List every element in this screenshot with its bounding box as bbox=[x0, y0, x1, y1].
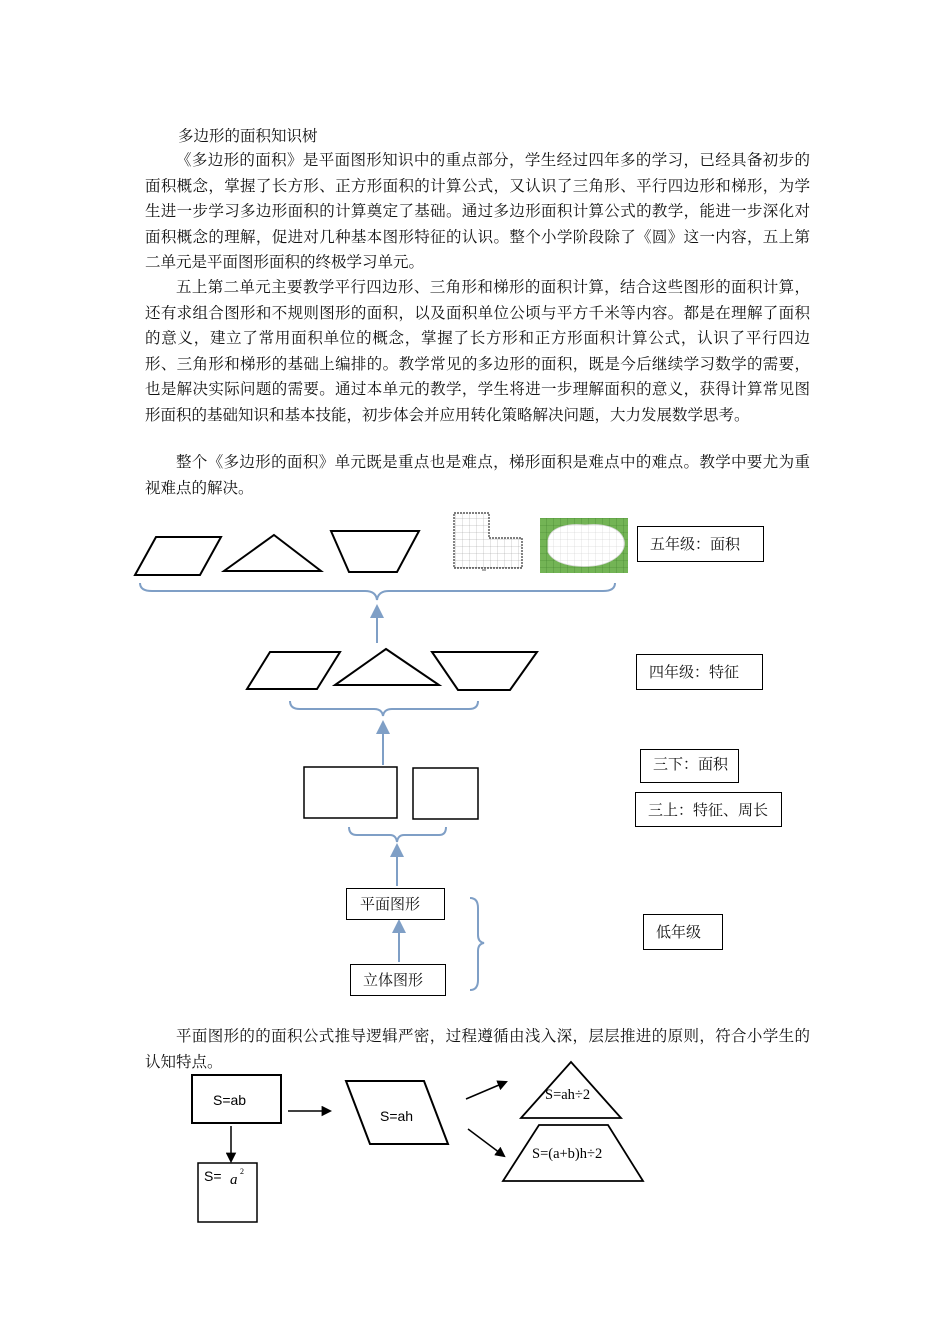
paragraph-unit: 五上第二单元主要教学平行四边形、三角形和梯形的面积计算，结合这些图形的面积计算，还有求组合图形和不规则图形的面积，以及面积单位公顷与平方千米等内容。都是在理解了面积的意义，建立了常用面积单位的概念，掌握了长方形和正方形面积计算公式，认识了平行四边形、三角形和梯形的基础上编排的。教学常见的多边形的面积，既是今后继续学习数学的需要，也是解决实际问题的需要。通过本单元的教学，学生将进一步理解面积的意义，获得计算常见图形面积的基础知识和基本技能，初步体会并应用转化策略解决问题，大力发展数学思考。 bbox=[145, 278, 810, 424]
paragraph-intro: 《多边形的面积》是平面图形知识中的重点部分，学生经过四年多的学习，已经具备初步的面积概念，掌握了长方形、正方形面积的计算公式，又认识了三角形、平行四边形和梯形，为学生进一步学习多边形面积的计算奠定了基础。通过多边形面积计算公式的教学，能进一步深化对面积概念的理解，促进对几种基本图形特征的认识。整个小学阶段除了《圆》这一内容，五上第二单元是平面图形面积的终极学习单元。 bbox=[145, 151, 810, 272]
rectangle-shape-g3 bbox=[304, 767, 397, 818]
label-grade3-up: 三上：特征、周长 bbox=[635, 792, 782, 827]
parallelogram-shape-g4 bbox=[247, 652, 340, 689]
document-title: 多边形的面积知识树 bbox=[178, 127, 318, 145]
rectangle-formula: S=ab bbox=[213, 1092, 247, 1108]
parallelogram-formula: S=ah bbox=[380, 1108, 414, 1124]
irregular-shape-g5 bbox=[540, 518, 628, 573]
brace-grade5 bbox=[140, 583, 615, 600]
brace-low-grade bbox=[470, 898, 484, 990]
square-formula-exp: 2 bbox=[240, 1167, 244, 1176]
label-grade4: 四年级：特征 bbox=[636, 654, 763, 690]
label-grade5: 五年级：面积 bbox=[637, 526, 764, 562]
box-plane-figure: 平面图形 bbox=[346, 888, 445, 920]
triangle-shape-g5 bbox=[224, 535, 321, 571]
square-formula-prefix: S= bbox=[204, 1168, 222, 1184]
box-solid-figure: 立体图形 bbox=[350, 964, 446, 996]
composite-shape-g5 bbox=[454, 513, 522, 570]
brace-grade4 bbox=[290, 701, 478, 716]
triangle-formula: S=ah÷2 bbox=[545, 1087, 591, 1103]
trapezoid-shape-g4 bbox=[432, 652, 537, 690]
brace-grade3 bbox=[349, 827, 446, 842]
arrow-to-trapezoid bbox=[468, 1129, 504, 1156]
parallelogram-shape-g5 bbox=[135, 537, 221, 575]
square-shape-g3 bbox=[413, 768, 478, 819]
trapezoid-shape-g5 bbox=[331, 531, 419, 572]
trapezoid-formula: S=(a+b)h÷2 bbox=[532, 1146, 603, 1162]
triangle-shape-g4 bbox=[335, 649, 439, 685]
label-grade3-down: 三下：面积 bbox=[640, 749, 739, 783]
paragraph-difficulty: 整个《多边形的面积》单元既是重点也是难点，梯形面积是难点中的难点。教学中要尤为重视难点的解决。 bbox=[145, 453, 810, 497]
arrow-to-triangle bbox=[466, 1082, 506, 1099]
paragraph-derivation: 平面图形的的面积公式推导逻辑严密，过程遵循由浅入深，层层推进的原则，符合小学生的认知特点。 bbox=[145, 1027, 810, 1071]
square-formula-var: a bbox=[230, 1172, 238, 1188]
label-low-grade: 低年级 bbox=[643, 914, 723, 950]
